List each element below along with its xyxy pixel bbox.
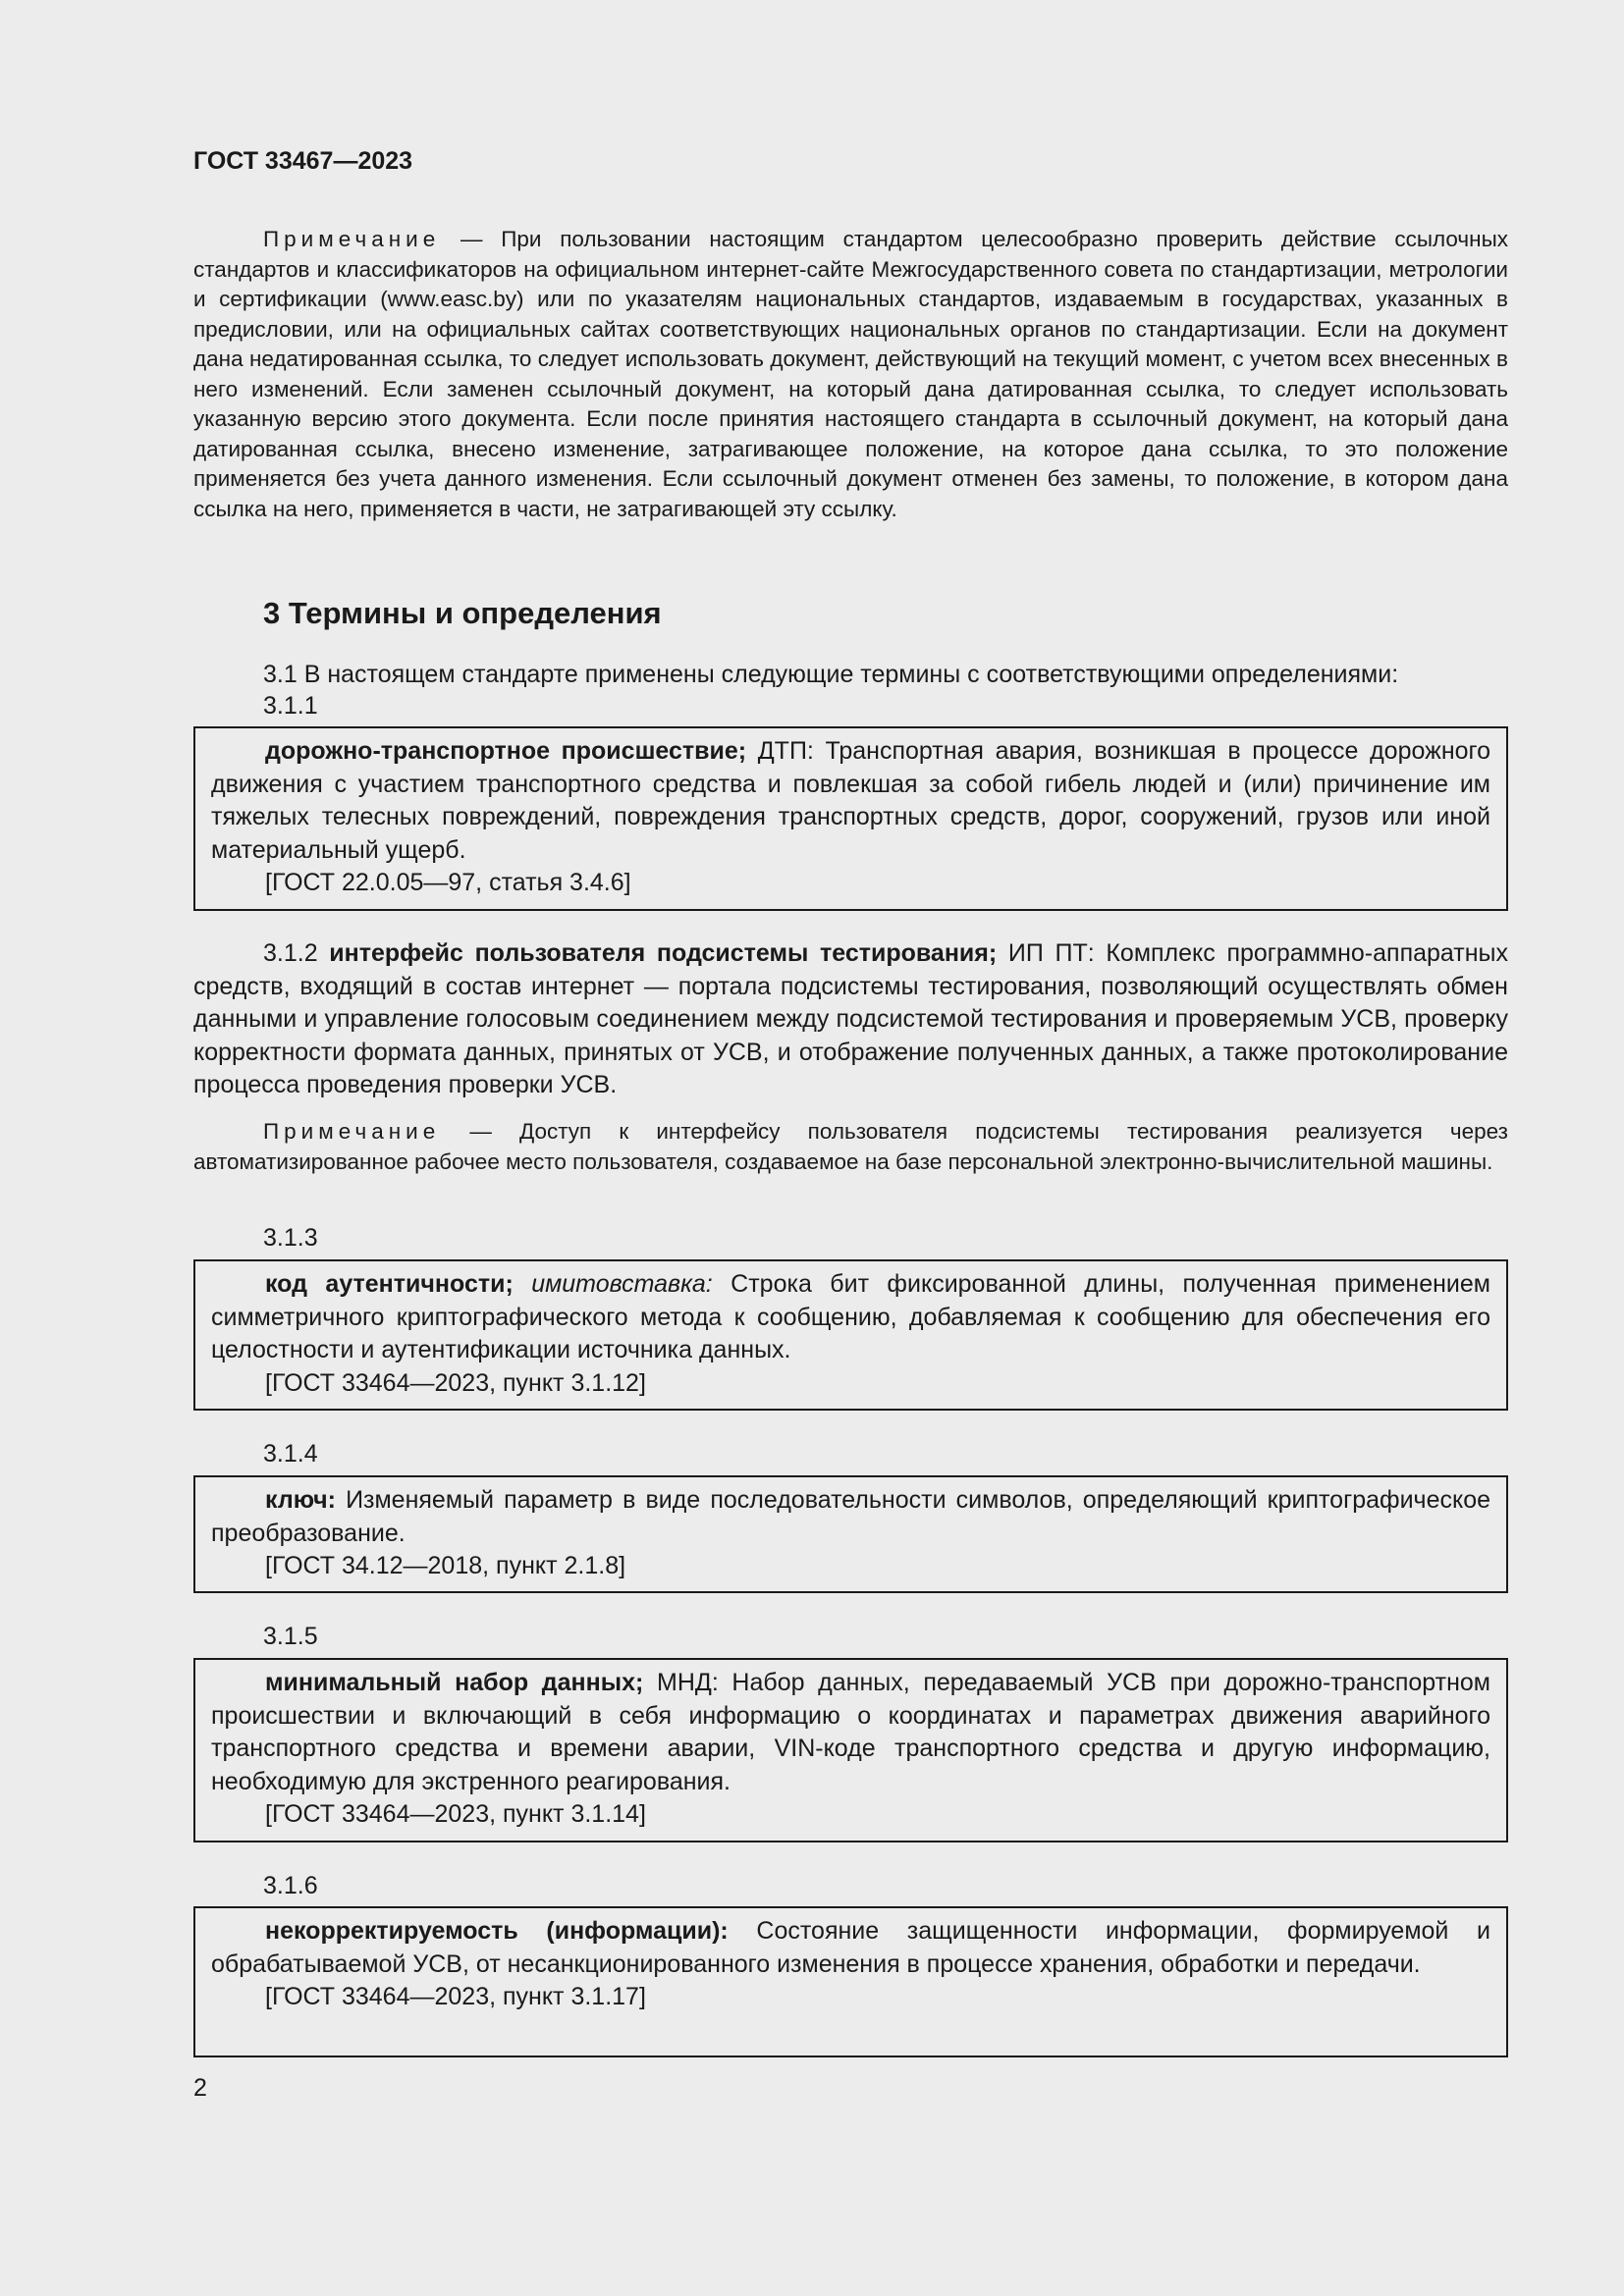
term-definition: Состояние защищенности информации, формируемой и обрабатываемой УСВ, от несанкционированного изменения в процессе хранения, обработки и передачи. [211, 1917, 1490, 1978]
section-title: 3 Термины и определения [263, 596, 662, 630]
term-definition: ИП ПТ: Комплекс программно-аппаратных средств, входящий в состав интернет — портала подсистемы тестирования, позволяющий осуществлять обмен данными и управление голосовым соединением между подсистемой тестирования и проверяемым УСВ, проверку корректности формата данных, принятых от УСВ, и отображение полученных данных, а также протоколирование процесса проведения проверки УСВ. [193, 939, 1508, 1098]
term-reference: [ГОСТ 34.12—2018, пункт 2.1.8] [265, 1552, 626, 1579]
document-code-header: ГОСТ 33467—2023 [193, 147, 413, 175]
term-3-1-2 [193, 937, 1508, 1102]
term-name: интерфейс пользователя подсистемы тестирования; [329, 939, 998, 967]
term-note [193, 1117, 1508, 1177]
term-name: код аутентичности; [265, 1270, 514, 1298]
term-reference: [ГОСТ 33464—2023, пункт 3.1.14] [265, 1800, 646, 1828]
page-number: 2 [193, 2074, 207, 2102]
note-text: — При пользовании настоящим стандартом целесообразно проверить действие ссылочных стандартов и классификаторов на официальном интернет-сайте Межгосударственного совета по стандартизации, метрологии и сертификации (www.easc.by) или по указателям национальных стандартов, издаваемым в государствах, указанных в предисловии, или на официальных сайтах соответствующих национальных органов по стандартизации. Если на документ дана недатированная ссылка, то следует использовать документ, действующий на текущий момент, с учетом всех внесенных в него изменений. Если заменен ссылочный документ, на который дана датированная ссылка, то следует использовать указанную версию этого документа. Если после принятия настоящего стандарта в ссылочный документ, на который дана датированная ссылка, внесено изменение, затрагивающее положение, на которое дана ссылка, то это положение применяется без учета данного изменения. Если ссылочный документ отменен без замены, то положение, в котором дана ссылка на него, применяется в части, не затрагивающей эту ссылку. [193, 227, 1508, 521]
term-number-3-1-2: 3.1.2 [263, 939, 330, 967]
term-name: некорректируемость (информации): [265, 1917, 729, 1945]
reference-note [193, 225, 1508, 524]
term-reference: [ГОСТ 33464—2023, пункт 3.1.17] [265, 1983, 646, 2010]
term-name: минимальный набор данных; [265, 1669, 644, 1696]
term-definition: МНД: Набор данных, передаваемый УСВ при дорожно-транспортном происшествии и включающий в себя информацию о координатах и параметрах движения аварийного транспортного средства и времени аварии, VIN-коде транспортного средства и другую информацию, необходимую для экстренного реагирования. [211, 1669, 1490, 1795]
note-label: Примечание [263, 227, 441, 251]
term-definition: Строка бит фиксированной длины, полученная применением симметричного криптографического метода к сообщению, добавляемая к сообщению для обеспечения его целостности и аутентификации источника данных. [211, 1270, 1490, 1363]
term-synonym: имитовставка: [531, 1270, 713, 1298]
term-number-3-1-5: 3.1.5 [263, 1623, 318, 1650]
term-box-3-1-3 [193, 1259, 1508, 1411]
term-name: ключ: [265, 1486, 336, 1514]
term-number-3-1-3: 3.1.3 [263, 1224, 318, 1252]
term-box-3-1-4 [193, 1475, 1508, 1593]
term-number-3-1-1: 3.1.1 [263, 692, 318, 720]
term-box-3-1-5 [193, 1658, 1508, 1842]
note-text: — Доступ к интерфейсу пользователя подсистемы тестирования реализуется через автоматизированное рабочее место пользователя, создаваемое на базе персональной электронно-вычислительной машины. [193, 1119, 1508, 1174]
term-box-3-1-1 [193, 726, 1508, 911]
term-name: дорожно-транспортное происшествие; [265, 737, 747, 765]
term-definition: Изменяемый параметр в виде последовательности символов, определяющий криптографическое преобразование. [211, 1486, 1490, 1547]
section-intro: 3.1 В настоящем стандарте применены следующие термины с соответствующими определениями: [263, 661, 1399, 688]
term-reference: [ГОСТ 33464—2023, пункт 3.1.12] [265, 1368, 646, 1397]
term-box-3-1-6 [193, 1906, 1508, 2057]
term-number-3-1-6: 3.1.6 [263, 1872, 318, 1899]
term-definition: ДТП: Транспортная авария, возникшая в процессе дорожного движения с участием транспортного средства и повлекшая за собой гибель людей и (или) причинение им тяжелых телесных повреждений, повреждения транспортных средств, дорог, сооружений, грузов или иной материальный ущерб. [211, 737, 1490, 864]
term-reference: [ГОСТ 22.0.05—97, статья 3.4.6] [265, 869, 631, 896]
term-number-3-1-4: 3.1.4 [263, 1440, 318, 1468]
note-label: Примечание [263, 1119, 441, 1144]
